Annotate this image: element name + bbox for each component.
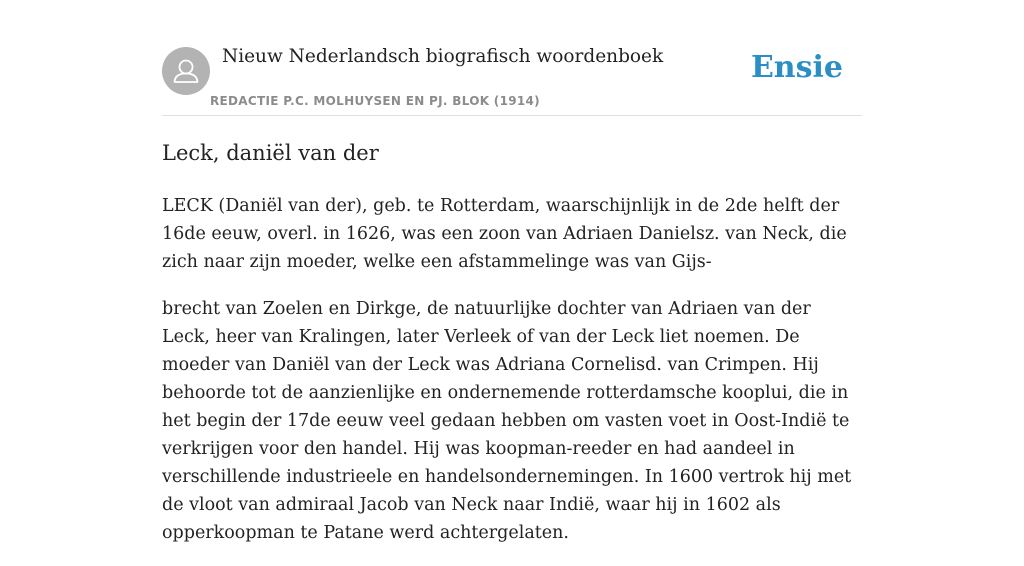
book-header [162, 40, 862, 116]
book-title[interactable]: Nieuw Nederlandsch biografisch woordenboek [222, 46, 664, 67]
entry-title: Leck, daniël van der [162, 141, 379, 165]
user-icon [162, 47, 210, 95]
brand-logo[interactable]: Ensie [750, 50, 843, 85]
book-editors: REDACTIE P.C. MOLHUYSEN EN PJ. BLOK (1914) [210, 94, 540, 108]
entry-paragraph: brecht van Zoelen en Dirkge, de natuurlijke dochter van Adriaen van der Leck, heer van Kralingen, later Verleek of van der Leck liet noemen. De moeder van Daniël van der Leck was Adriana Cornelisd. van Crimpen. Hij behoorde tot de aanzienlijke en ondernemende rotterdamsche kooplui, die in het begin der 17de eeuw veel gedaan hebben om vasten voet in Oost-Indië te verkrijgen voor den handel. Hij was koopman-reeder en had aandeel in verschillende industrieele en handelsondernemingen. In 1600 vertrok hij met de vloot van admiraal Jacob van Neck naar Indië, waar hij in 1602 als opperkoopman te Patane werd achtergelaten. [162, 299, 852, 543]
entry-paragraph: LECK (Daniël van der), geb. te Rotterdam, waarschijnlijk in de 2de helft der 16de eeuw, overl. in 1626, was een zoon van Adriaen Danielsz. van Neck, die zich naar zijn moeder, welke een afstammelinge was van Gijs- [162, 196, 847, 272]
entry-body [162, 192, 862, 566]
